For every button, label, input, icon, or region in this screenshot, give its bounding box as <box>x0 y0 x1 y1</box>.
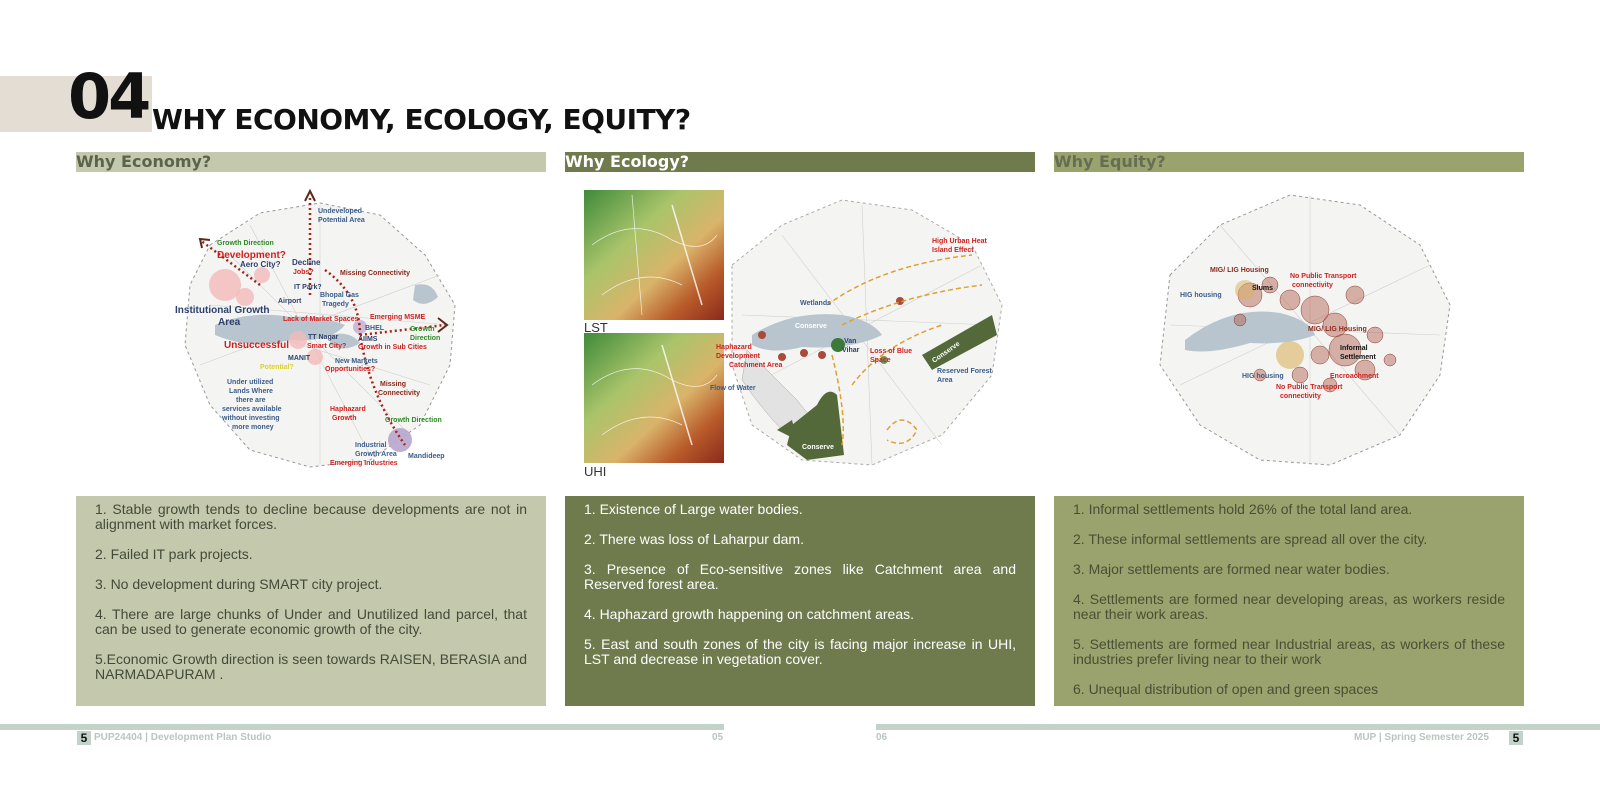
ecology-point-2: 2. There was loss of Laharpur dam. <box>584 531 804 547</box>
economy-point-2: 2. Failed IT park projects. <box>95 546 253 562</box>
label-potential: Potential? <box>260 364 294 371</box>
label-slums: Slums <box>1252 285 1274 292</box>
equity-point-2: 2. These informal settlements are spread all over the city. <box>1073 531 1428 547</box>
page-title: WHY ECONOMY, ECOLOGY, EQUITY? <box>152 103 691 136</box>
equity-point-3: 3. Major settlements are formed near water bodies. <box>1073 561 1390 577</box>
equity-point-4: 4. Settlements are formed near developing areas, as workers reside near their work areas. <box>1073 591 1505 622</box>
svg-text:Growth: Growth <box>332 415 357 422</box>
ecology-point-5: 5. East and south zones of the city is facing major increase in UHI, LST and decrease in vegetation cover. <box>584 636 1016 667</box>
svg-text:Space: Space <box>870 357 891 364</box>
svg-text:Missing: Missing <box>380 381 407 388</box>
svg-text:Catchment Area: Catchment Area <box>729 362 783 369</box>
label-unsuccessful: Unsuccessful <box>224 340 290 351</box>
economy-map <box>170 185 470 475</box>
label-growth-sub-cities: Growth in Sub Cities <box>358 344 427 351</box>
label-smart-city: Smart City? <box>307 343 347 350</box>
equity-header: Why Equity? <box>1054 152 1524 172</box>
equity-map-graphic <box>1140 185 1470 475</box>
svg-text:Haphazard: Haphazard <box>716 344 752 351</box>
svg-text:services available: services available <box>222 406 282 413</box>
footer-bar-left <box>0 724 724 730</box>
label-missing-connectivity-n: Missing Connectivity <box>340 270 411 277</box>
label-growth-direction-se: Growth Direction <box>385 417 442 424</box>
uhi-label: UHI <box>584 464 607 479</box>
svg-text:Bhopal Gas: Bhopal Gas <box>320 292 359 299</box>
economy-point-4: 4. There are large chunks of Under and Unutilized land parcel, that can be used to generate economic growth of the city. <box>95 606 527 637</box>
svg-text:Industrial: Industrial <box>355 442 387 449</box>
ecology-point-1: 1. Existence of Large water bodies. <box>584 501 803 517</box>
label-conserve-south: Conserve <box>802 444 834 451</box>
svg-text:No Public Transport: No Public Transport <box>1276 384 1343 391</box>
label-mig-lig-north: MIG/ LIG Housing <box>1210 267 1269 274</box>
equity-point-1: 1. Informal settlements hold 26% of the total land area. <box>1073 501 1413 517</box>
footer-right-text: MUP | Spring Semester 2025 <box>1354 732 1489 743</box>
svg-text:Connectivity: Connectivity <box>378 390 421 397</box>
economy-text-panel <box>76 496 546 706</box>
svg-text:Growth Area: Growth Area <box>355 451 397 458</box>
label-encroachment: Encroachment <box>1330 373 1379 380</box>
label-tt-nagar: TT Nagar <box>308 334 339 341</box>
svg-text:High Urban Heat: High Urban Heat <box>932 238 987 245</box>
uhi-raster-image <box>584 333 724 463</box>
equity-map <box>1140 185 1470 475</box>
svg-text:Development: Development <box>716 353 760 360</box>
label-airport: Airport <box>278 298 302 305</box>
ecology-maps <box>582 185 1012 485</box>
label-manit: MANIT <box>288 355 311 362</box>
ecology-point-3: 3. Presence of Eco-sensitive zones like Catchment area and Reserved forest area. <box>584 561 1016 592</box>
label-undeveloped: Undeveloped <box>318 208 362 215</box>
svg-text:Haphazard: Haphazard <box>330 406 366 413</box>
svg-text:Direction: Direction <box>410 335 441 342</box>
equity-text-panel <box>1054 496 1524 706</box>
svg-text:Informal: Informal <box>1340 345 1368 352</box>
economy-point-1: 1. Stable growth tends to decline because developments are not in alignment with market forces. <box>95 501 527 532</box>
label-wetlands: Wetlands <box>800 300 831 307</box>
label-aiims: AIIMS <box>358 336 378 343</box>
label-mig-lig-east: MIG/ LIG Housing <box>1308 326 1367 333</box>
svg-text:Opportunities?: Opportunities? <box>325 366 376 373</box>
equity-point-5: 5. Settlements are formed near Industrial areas, as workers of these industries prefer living near to their work <box>1073 636 1505 667</box>
label-flow-water: Flow of Water <box>710 385 756 392</box>
ecology-header: Why Ecology? <box>565 152 1035 172</box>
label-it-park: IT Park? <box>294 284 322 291</box>
svg-text:Under utilized: Under utilized <box>227 379 274 386</box>
equity-point-6: 6. Unequal distribution of open and green spaces <box>1073 681 1379 697</box>
lst-raster-image <box>584 190 724 320</box>
label-aero-city: Aero City? <box>240 260 281 269</box>
label-mandideep: Mandideep <box>408 453 445 460</box>
label-emerging-industries: Emerging Industries <box>330 460 398 467</box>
label-emerging-msme: Emerging MSME <box>370 314 426 321</box>
svg-text:No Public Transport: No Public Transport <box>1290 273 1357 280</box>
ecology-map-graphic <box>582 185 1012 485</box>
label-conserve-forest: Conserve <box>931 340 962 365</box>
svg-text:connectivity: connectivity <box>1292 282 1333 289</box>
economy-point-3: 3. No development during SMART city project. <box>95 576 383 592</box>
footer-right-page-label: 06 <box>876 732 888 743</box>
svg-text:New Markets: New Markets <box>335 358 378 365</box>
svg-text:Institutional Growth: Institutional Growth <box>175 305 270 316</box>
lst-label: LST <box>584 320 608 335</box>
chapter-number: 04 <box>68 60 149 133</box>
label-hig-west: HIG housing <box>1180 292 1222 299</box>
svg-text:without investing: without investing <box>222 415 280 422</box>
svg-text:Tragedy: Tragedy <box>322 301 349 308</box>
label-development: Development? <box>217 250 286 261</box>
svg-text:Lands Where: Lands Where <box>229 388 273 395</box>
economy-point-5: 5.Economic Growth direction is seen towards RAISEN, BERASIA and NARMADAPURAM . <box>95 651 527 682</box>
ecology-point-4: 4. Haphazard growth happening on catchment areas. <box>584 606 914 622</box>
footer-left-page-label: 05 <box>712 732 724 743</box>
svg-text:Van: Van <box>844 338 857 345</box>
svg-text:Settlement: Settlement <box>1340 354 1376 361</box>
svg-text:more money: more money <box>232 424 274 431</box>
left-page-number: 5 <box>77 731 91 745</box>
svg-text:Vihar: Vihar <box>842 347 860 354</box>
economy-map-graphic <box>170 185 470 475</box>
label-jobs: Jobs? <box>293 269 314 276</box>
label-hig-south: HIG housing <box>1242 373 1284 380</box>
svg-text:Reserved Forest: Reserved Forest <box>937 368 992 375</box>
svg-text:Island Effect: Island Effect <box>932 247 974 254</box>
svg-text:connectivity: connectivity <box>1280 393 1321 400</box>
label-bhel: BHEL <box>365 325 385 332</box>
svg-text:Area: Area <box>937 377 953 384</box>
label-lack-market: Lack of Market Spaces <box>283 316 359 323</box>
svg-text:there are: there are <box>236 397 266 404</box>
svg-text:Loss of Blue: Loss of Blue <box>870 348 913 355</box>
footer-left-text: PUP24404 | Development Plan Studio <box>94 732 272 743</box>
right-page-number: 5 <box>1509 731 1523 745</box>
svg-text:Area: Area <box>218 317 241 328</box>
footer-bar-right <box>876 724 1600 730</box>
label-growth-direction-nw: Growth Direction <box>217 240 274 247</box>
economy-header: Why Economy? <box>76 152 546 172</box>
label-conserve-lake: Conserve <box>795 323 827 330</box>
svg-text:Potential Area: Potential Area <box>318 217 365 224</box>
ecology-text-panel <box>565 496 1035 706</box>
label-decline: Decline <box>292 258 321 267</box>
svg-text:Growth: Growth <box>410 326 435 333</box>
